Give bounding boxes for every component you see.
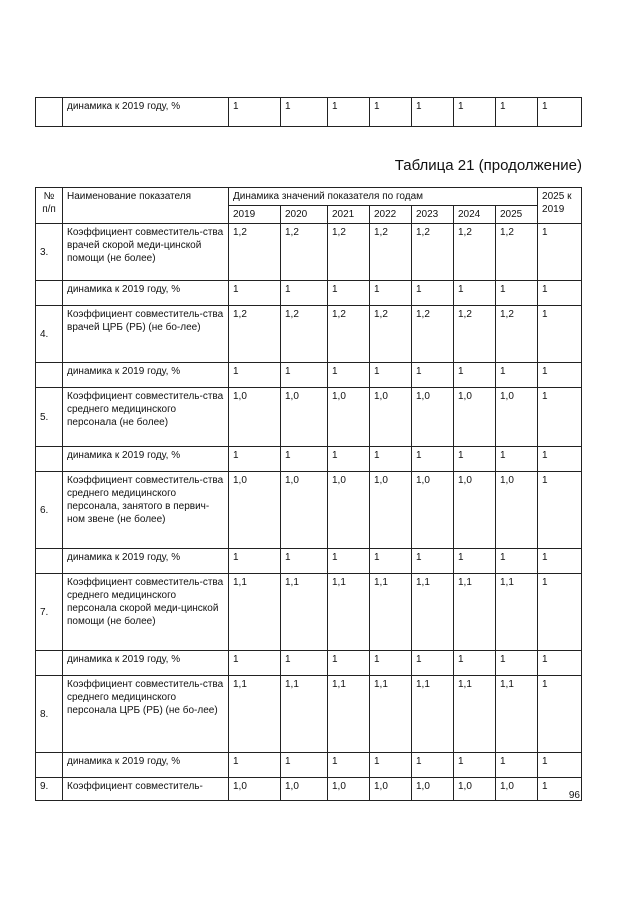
value-cell: 1,0 <box>328 472 370 549</box>
value-cell: 1 <box>496 363 538 388</box>
value-cell: 1 <box>229 447 281 472</box>
dynamics-row <box>36 447 582 472</box>
top-dynamics-row <box>36 98 582 127</box>
value-cell: 1,2 <box>496 306 538 363</box>
empty-num-cell <box>36 549 63 574</box>
value-cell: 1,0 <box>370 472 412 549</box>
empty-num-cell <box>36 363 63 388</box>
dynamics-label: динамика к 2019 году, % <box>63 281 229 306</box>
indicator-row <box>36 306 582 363</box>
value-cell: 1 <box>538 388 582 447</box>
empty-num-cell <box>36 651 63 676</box>
indicator-row <box>36 388 582 447</box>
dynamics-label: динамика к 2019 году, % <box>63 98 229 127</box>
dynamics-label: динамика к 2019 году, % <box>63 651 229 676</box>
row-number: 6. <box>36 472 63 549</box>
dynamics-label: динамика к 2019 году, % <box>63 549 229 574</box>
value-cell: 1 <box>454 281 496 306</box>
value-cell: 1 <box>454 363 496 388</box>
indicator-row <box>36 224 582 281</box>
value-cell: 1,1 <box>454 676 496 753</box>
value-cell: 1,2 <box>229 224 281 281</box>
value-cell: 1 <box>328 753 370 778</box>
value-cell: 1 <box>370 549 412 574</box>
value-cell: 1,0 <box>370 388 412 447</box>
main-table <box>35 187 582 801</box>
header-num: № п/п <box>36 188 63 224</box>
value-cell: 1,0 <box>496 472 538 549</box>
value-cell: 1 <box>328 363 370 388</box>
value-cell: 1,1 <box>370 676 412 753</box>
indicator-name: Коэффициент совместитель-ства врачей ЦРБ (РБ) (не бо-лее) <box>63 306 229 363</box>
value-cell: 1,0 <box>229 388 281 447</box>
value-cell: 1 <box>370 281 412 306</box>
value-cell: 1,0 <box>496 388 538 447</box>
value-cell: 1,1 <box>281 676 328 753</box>
value-cell: 1,1 <box>412 676 454 753</box>
value-cell: 1 <box>370 651 412 676</box>
indicator-row <box>36 778 582 801</box>
indicator-name: Коэффициент совместитель- <box>63 778 229 801</box>
value-cell: 1,0 <box>496 778 538 801</box>
value-cell: 1 <box>538 306 582 363</box>
value-cell: 1 <box>328 549 370 574</box>
header-row <box>36 188 582 206</box>
value-cell: 1 <box>538 363 582 388</box>
header-name: Наименование показателя <box>63 188 229 224</box>
value-cell: 1,1 <box>496 676 538 753</box>
value-cell: 1,2 <box>454 224 496 281</box>
value-cell: 1 <box>370 753 412 778</box>
dynamics-row <box>36 281 582 306</box>
table-title: Таблица 21 (продолжение) <box>394 157 582 174</box>
value-cell: 1,0 <box>454 778 496 801</box>
value-cell: 1,2 <box>281 306 328 363</box>
year-cell: 2021 <box>328 206 370 224</box>
value-cell: 1,2 <box>328 306 370 363</box>
indicator-name: Коэффициент совместитель-ства врачей скорой меди-цинской помощи (не более) <box>63 224 229 281</box>
row-number: 5. <box>36 388 63 447</box>
dynamics-row <box>36 363 582 388</box>
value-cell: 1,0 <box>328 778 370 801</box>
value-cell: 1 <box>496 753 538 778</box>
value-cell: 1 <box>454 651 496 676</box>
value-cell: 1 <box>412 98 454 127</box>
value-cell: 1 <box>496 98 538 127</box>
value-cell: 1 <box>412 549 454 574</box>
value-cell: 1 <box>454 549 496 574</box>
value-cell: 1 <box>412 447 454 472</box>
value-cell: 1 <box>328 98 370 127</box>
year-cell: 2019 <box>229 206 281 224</box>
value-cell: 1,1 <box>328 676 370 753</box>
value-cell: 1,1 <box>370 574 412 651</box>
value-cell: 1 <box>412 651 454 676</box>
value-cell: 1 <box>229 651 281 676</box>
value-cell: 1,2 <box>412 306 454 363</box>
value-cell: 1,1 <box>229 676 281 753</box>
value-cell: 1 <box>229 753 281 778</box>
value-cell: 1,2 <box>496 224 538 281</box>
value-cell: 1,2 <box>370 224 412 281</box>
value-cell: 1 <box>281 447 328 472</box>
empty-num-cell <box>36 98 63 127</box>
value-cell: 1 <box>454 753 496 778</box>
value-cell: 1,2 <box>281 224 328 281</box>
indicator-name: Коэффициент совместитель-ства среднего медицинского персонала, занятого в первич-ном звене (не более) <box>63 472 229 549</box>
value-cell: 1 <box>538 778 582 801</box>
value-cell: 1,0 <box>412 778 454 801</box>
value-cell: 1,0 <box>454 388 496 447</box>
value-cell: 1 <box>229 98 281 127</box>
indicator-name: Коэффициент совместитель-ства среднего медицинского персонала ЦРБ (РБ) (не бо-лее) <box>63 676 229 753</box>
value-cell: 1,1 <box>412 574 454 651</box>
value-cell: 1 <box>496 281 538 306</box>
value-cell: 1,0 <box>412 472 454 549</box>
row-number: 9. <box>36 778 63 801</box>
value-cell: 1,2 <box>328 224 370 281</box>
value-cell: 1 <box>281 651 328 676</box>
empty-num-cell <box>36 753 63 778</box>
value-cell: 1 <box>496 549 538 574</box>
value-cell: 1 <box>538 676 582 753</box>
value-cell: 1,1 <box>281 574 328 651</box>
value-cell: 1 <box>538 281 582 306</box>
value-cell: 1,1 <box>496 574 538 651</box>
value-cell: 1,1 <box>229 574 281 651</box>
value-cell: 1 <box>538 447 582 472</box>
value-cell: 1 <box>229 281 281 306</box>
value-cell: 1,1 <box>454 574 496 651</box>
empty-num-cell <box>36 281 63 306</box>
value-cell: 1,1 <box>328 574 370 651</box>
value-cell: 1 <box>454 447 496 472</box>
value-cell: 1 <box>370 363 412 388</box>
dynamics-label: динамика к 2019 году, % <box>63 363 229 388</box>
value-cell: 1 <box>328 447 370 472</box>
value-cell: 1 <box>496 447 538 472</box>
value-cell: 1 <box>538 549 582 574</box>
value-cell: 1 <box>370 98 412 127</box>
dynamics-row <box>36 549 582 574</box>
indicator-name: Коэффициент совместитель-ства среднего медицинского персонала скорой меди-цинской помощи (не более) <box>63 574 229 651</box>
value-cell: 1 <box>538 753 582 778</box>
value-cell: 1 <box>454 98 496 127</box>
value-cell: 1 <box>281 281 328 306</box>
value-cell: 1 <box>412 753 454 778</box>
dynamics-label: динамика к 2019 году, % <box>63 447 229 472</box>
dynamics-row <box>36 753 582 778</box>
indicator-row <box>36 676 582 753</box>
row-number: 3. <box>36 224 63 281</box>
value-cell: 1 <box>281 549 328 574</box>
value-cell: 1,0 <box>454 472 496 549</box>
value-cell: 1 <box>538 224 582 281</box>
year-cell: 2022 <box>370 206 412 224</box>
year-cell: 2024 <box>454 206 496 224</box>
indicator-row <box>36 472 582 549</box>
row-number: 7. <box>36 574 63 651</box>
top-partial-table <box>35 97 582 127</box>
value-cell: 1 <box>328 651 370 676</box>
value-cell: 1,0 <box>412 388 454 447</box>
page-number: 96 <box>568 790 580 801</box>
value-cell: 1 <box>281 753 328 778</box>
year-cell: 2020 <box>281 206 328 224</box>
value-cell: 1 <box>328 281 370 306</box>
header-last: 2025 к 2019 <box>538 188 582 224</box>
dynamics-label: динамика к 2019 году, % <box>63 753 229 778</box>
dynamics-row <box>36 651 582 676</box>
value-cell: 1,0 <box>328 388 370 447</box>
empty-num-cell <box>36 447 63 472</box>
value-cell: 1 <box>538 98 582 127</box>
value-cell: 1,0 <box>281 778 328 801</box>
row-number: 4. <box>36 306 63 363</box>
year-cell: 2023 <box>412 206 454 224</box>
value-cell: 1,2 <box>412 224 454 281</box>
value-cell: 1,0 <box>281 472 328 549</box>
value-cell: 1 <box>496 651 538 676</box>
header-dynamics: Динамика значений показателя по годам <box>229 188 538 206</box>
value-cell: 1 <box>281 98 328 127</box>
value-cell: 1 <box>229 549 281 574</box>
value-cell: 1,2 <box>370 306 412 363</box>
year-cell: 2025 <box>496 206 538 224</box>
value-cell: 1 <box>538 574 582 651</box>
row-number: 8. <box>36 676 63 753</box>
value-cell: 1 <box>412 363 454 388</box>
value-cell: 1 <box>370 447 412 472</box>
value-cell: 1,0 <box>281 388 328 447</box>
value-cell: 1 <box>538 472 582 549</box>
value-cell: 1 <box>229 363 281 388</box>
value-cell: 1,2 <box>454 306 496 363</box>
value-cell: 1,2 <box>229 306 281 363</box>
value-cell: 1,0 <box>229 778 281 801</box>
value-cell: 1 <box>412 281 454 306</box>
value-cell: 1 <box>538 651 582 676</box>
indicator-name: Коэффициент совместитель-ства среднего медицинского персонала (не более) <box>63 388 229 447</box>
value-cell: 1,0 <box>229 472 281 549</box>
value-cell: 1 <box>281 363 328 388</box>
indicator-row <box>36 574 582 651</box>
value-cell: 1,0 <box>370 778 412 801</box>
